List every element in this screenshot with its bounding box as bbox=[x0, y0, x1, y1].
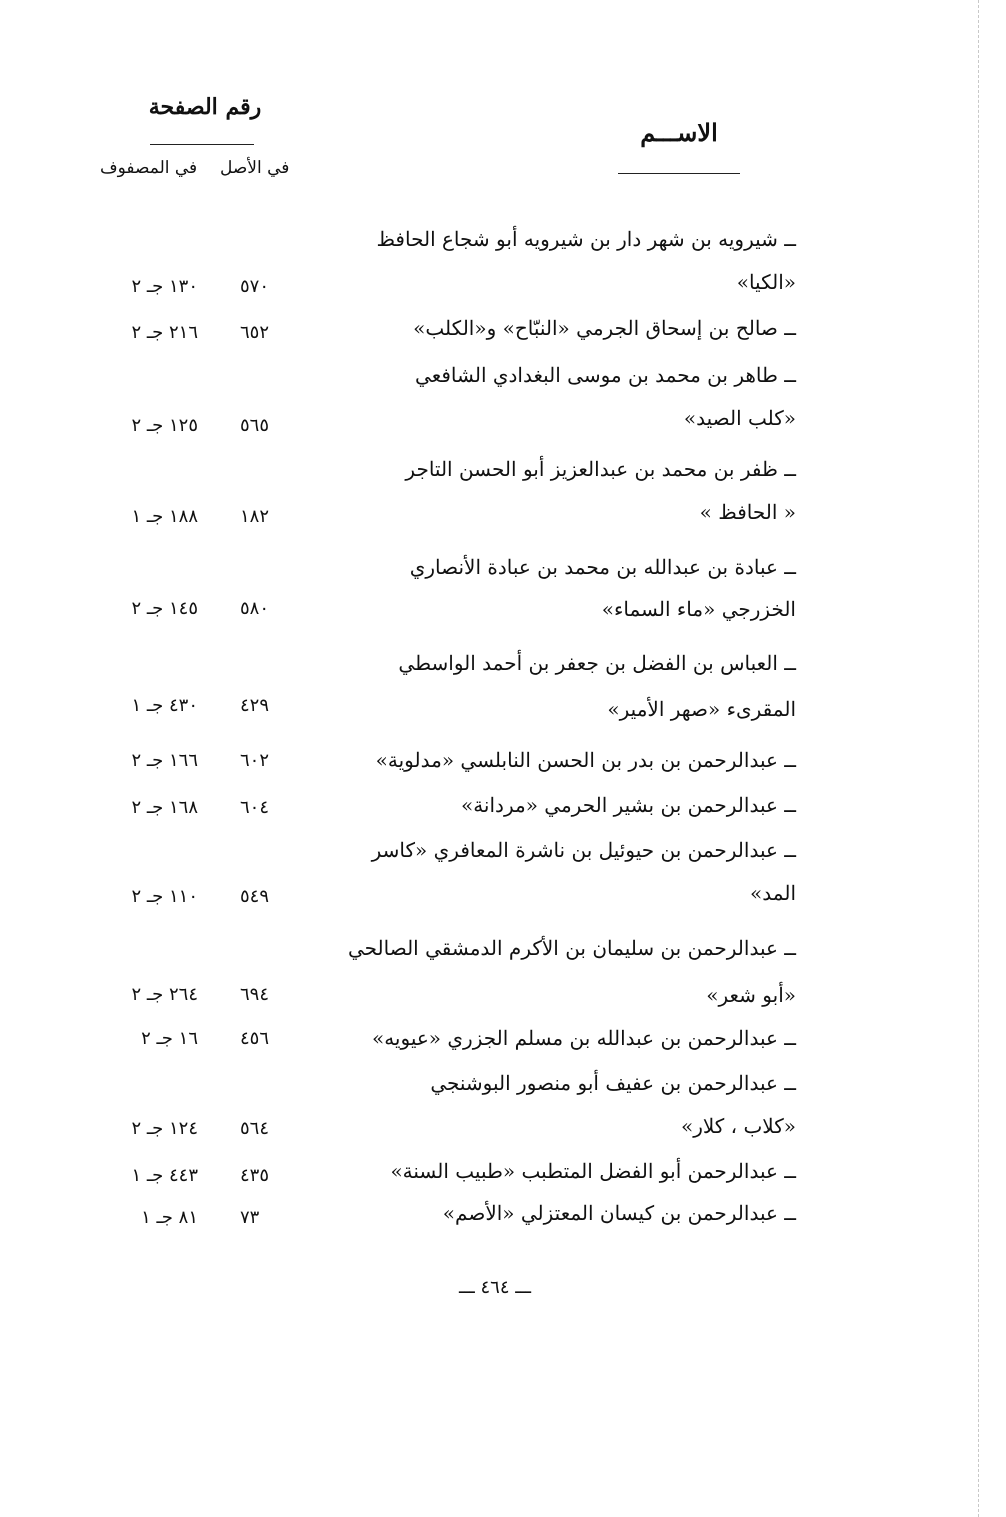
entry-typeset-page: ٤٤٣ جـ ١ bbox=[131, 1165, 198, 1186]
entry-name-line: ــ ظفر بن محمد بن عبدالعزيز أبو الحسن التاجر bbox=[405, 457, 796, 481]
entry-name-line: ــ عبدالرحمن بن سليمان بن الأكرم الدمشقي الصالحي bbox=[347, 936, 796, 960]
name-heading-rule bbox=[618, 173, 740, 174]
entry-typeset-page: ١٦ جـ ٢ bbox=[141, 1028, 198, 1049]
entry-typeset-page: ١٢٤ جـ ٢ bbox=[131, 1118, 198, 1139]
entry-typeset-page: ٨١ جـ ١ bbox=[141, 1207, 198, 1228]
entry-original-page: ٥٨٠ bbox=[240, 598, 270, 619]
entry-name-line: «كلب الصيد» bbox=[683, 406, 796, 430]
column-original-heading: في الأصل bbox=[220, 158, 290, 178]
entry-name-line: ــ عبدالرحمن بن عفيف أبو منصور البوشنجي bbox=[430, 1071, 796, 1095]
entry-name-line: ــ عبدالرحمن بن كيسان المعتزلي «الأصم» bbox=[442, 1201, 796, 1225]
entry-name-line: ــ عبدالرحمن بن عبدالله بن مسلم الجزري «عيويه» bbox=[371, 1026, 796, 1050]
entry-typeset-page: ٢٦٤ جـ ٢ bbox=[131, 984, 198, 1005]
entry-typeset-page: ٤٣٠ جـ ١ bbox=[131, 695, 198, 716]
entry-original-page: ٧٣ bbox=[240, 1207, 260, 1228]
entry-typeset-page: ٢١٦ جـ ٢ bbox=[131, 322, 198, 343]
entry-original-page: ١٨٢ bbox=[240, 506, 270, 527]
entry-original-page: ٥٧٠ bbox=[240, 276, 270, 297]
entry-name-line: المقرىء «صهر الأمير» bbox=[607, 697, 796, 721]
entry-original-page: ٦٠٢ bbox=[240, 750, 270, 771]
entry-name-line: الخزرجي «ماء السماء» bbox=[601, 597, 796, 621]
entry-original-page: ٤٥٦ bbox=[240, 1028, 270, 1049]
entry-typeset-page: ١٦٨ جـ ٢ bbox=[131, 797, 198, 818]
entry-name-line: ــ عبادة بن عبدالله بن محمد بن عبادة الأنصاري bbox=[409, 555, 796, 579]
entry-original-page: ٥٤٩ bbox=[240, 886, 270, 907]
entry-original-page: ٦٥٢ bbox=[240, 322, 270, 343]
entry-name-line: «كلاب ، كلار» bbox=[680, 1114, 796, 1138]
entry-name-line: ــ صالح بن إسحاق الجرمي «النبّاح» و«الكلب» bbox=[413, 316, 796, 340]
entry-name-line: المد» bbox=[750, 881, 796, 905]
entry-typeset-page: ١١٠ جـ ٢ bbox=[131, 886, 198, 907]
page-number-heading-rule bbox=[150, 144, 254, 145]
entry-typeset-page: ١٢٥ جـ ٢ bbox=[131, 415, 198, 436]
entry-name-line: ــ عبدالرحمن بن حيوئيل بن ناشرة المعافري «كاسر bbox=[371, 838, 796, 862]
entry-typeset-page: ١٦٦ جـ ٢ bbox=[131, 750, 198, 771]
page-number-heading: رقم الصفحة bbox=[148, 94, 262, 120]
entry-typeset-page: ١٤٥ جـ ٢ bbox=[131, 598, 198, 619]
entry-name-line: ــ عبدالرحمن بن بدر بن الحسن النابلسي «مدلوية» bbox=[375, 748, 796, 772]
entry-original-page: ٥٦٥ bbox=[240, 415, 270, 436]
entry-name-line: ــ شيرويه بن شهر دار بن شيرويه أبو شجاع الحافظ bbox=[376, 227, 796, 251]
entry-name-line: « الحافظ » bbox=[699, 500, 796, 524]
column-typeset-heading: في المصفوف bbox=[100, 158, 198, 178]
entry-original-page: ٦٠٤ bbox=[240, 797, 270, 818]
entry-name-line: «الكيا» bbox=[736, 270, 796, 294]
entry-original-page: ٥٦٤ bbox=[240, 1118, 270, 1139]
entry-typeset-page: ١٣٠ جـ ٢ bbox=[131, 276, 198, 297]
entry-original-page: ٦٩٤ bbox=[240, 984, 270, 1005]
page-folio-number: ـــ ٤٦٤ ـــ bbox=[458, 1277, 532, 1298]
entry-original-page: ٤٢٩ bbox=[240, 695, 270, 716]
entry-name-line: ــ عبدالرحمن أبو الفضل المتطبب «طبيب السنة» bbox=[390, 1159, 796, 1183]
entry-name-line: «أبو شعر» bbox=[706, 983, 796, 1007]
entry-typeset-page: ١٨٨ جـ ١ bbox=[131, 506, 198, 527]
entry-name-line: ــ طاهر بن محمد بن موسى البغدادي الشافعي bbox=[415, 363, 796, 387]
name-heading: الاســـم bbox=[640, 118, 718, 147]
entry-name-line: ــ العباس بن الفضل بن جعفر بن أحمد الواسطي bbox=[398, 651, 796, 675]
entry-name-line: ــ عبدالرحمن بن بشير الحرمي «مردانة» bbox=[460, 793, 796, 817]
entry-original-page: ٤٣٥ bbox=[240, 1165, 270, 1186]
page-edge-line bbox=[978, 0, 979, 1517]
